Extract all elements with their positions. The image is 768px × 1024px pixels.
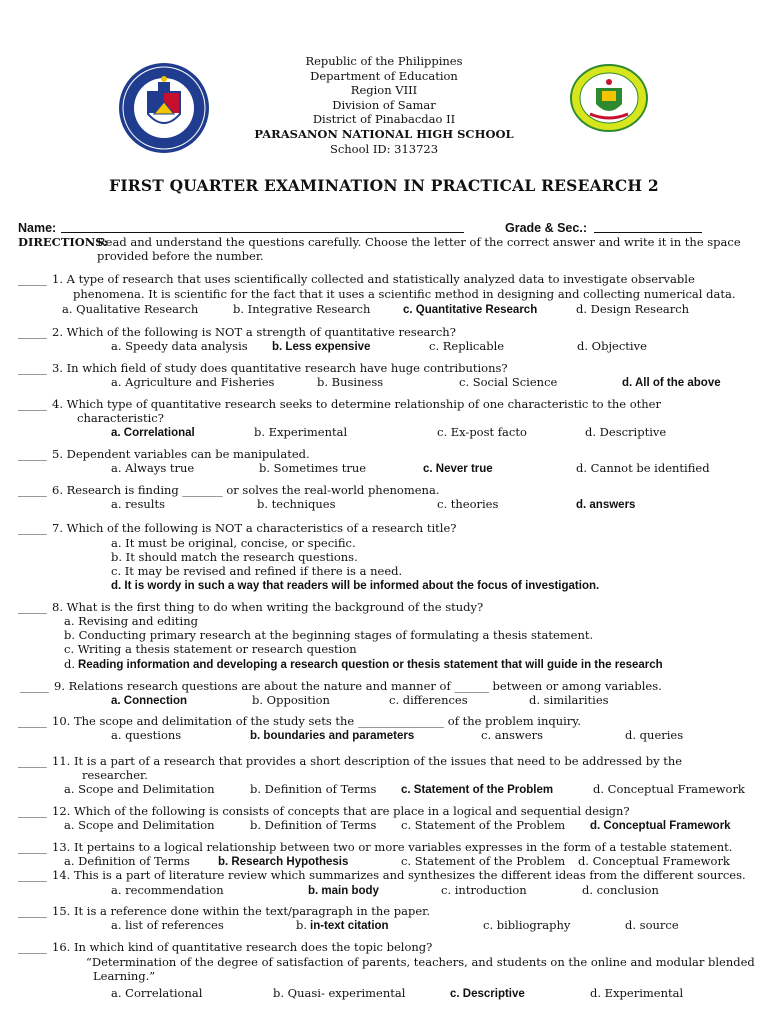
option-c: c. answers bbox=[481, 728, 543, 742]
answer-blank[interactable]: _____ bbox=[18, 804, 47, 818]
school-name: PARASANON NATIONAL HIGH SCHOOL bbox=[254, 126, 514, 141]
option-c: c. Writing a thesis statement or research question bbox=[64, 642, 357, 656]
option-b: b. Conducting primary research at the beginning stages of formulating a thesis statement. bbox=[64, 628, 594, 642]
question-text: 4. Which type of quantitative research seeks to determine relationship of one characteristic to the other bbox=[52, 397, 661, 411]
option-c: c. Statement of the Problem bbox=[401, 784, 554, 796]
answer-blank[interactable]: _____ bbox=[18, 483, 47, 497]
answer-blank[interactable]: _____ bbox=[18, 361, 47, 375]
grade-field[interactable] bbox=[594, 220, 702, 233]
answer-blank[interactable]: _____ bbox=[18, 272, 47, 286]
letterhead-line: District of Pinabacdao II bbox=[312, 112, 456, 127]
option-c: c. Ex-post facto bbox=[437, 425, 527, 439]
name-label: Name: bbox=[18, 221, 57, 235]
question-text: 11. It is a part of a research that provides a short description of the issues that need to be addressed by the bbox=[52, 754, 683, 768]
answer-blank[interactable]: _____ bbox=[18, 521, 47, 535]
answer-blank[interactable]: _____ bbox=[20, 679, 49, 693]
exam-title: FIRST QUARTER EXAMINATION IN PRACTICAL RESEARCH 2 bbox=[109, 176, 659, 195]
option-b: b. Experimental bbox=[254, 425, 348, 439]
answer-blank[interactable]: _____ bbox=[18, 600, 47, 614]
option-c: c. It may be revised and refined if there is a need. bbox=[111, 564, 403, 578]
directions-label: DIRECTIONS: bbox=[18, 235, 108, 249]
option-b-letter: b. bbox=[296, 918, 308, 932]
question-text: 13. It pertains to a logical relationship between two or more variables expresses in the form of a testable statement. bbox=[52, 840, 733, 854]
letterhead-line: Division of Samar bbox=[332, 97, 436, 112]
answer-blank[interactable]: _____ bbox=[18, 714, 47, 728]
option-a: a. Definition of Terms bbox=[64, 854, 190, 868]
option-d: d. Conceptual Framework bbox=[578, 854, 730, 868]
question-text: 7. Which of the following is NOT a characteristics of a research title? bbox=[52, 521, 457, 535]
option-d: d. source bbox=[625, 918, 679, 932]
letterhead-line: Republic of the Philippines bbox=[305, 54, 463, 68]
option-c: c. differences bbox=[389, 693, 468, 707]
question-text: 15. It is a reference done within the text/paragraph in the paper. bbox=[52, 904, 431, 918]
option-d-letter: d. bbox=[64, 657, 76, 671]
option-a: a. It must be original, concise, or specific. bbox=[111, 536, 356, 550]
question-text: 5. Dependent variables can be manipulated. bbox=[52, 447, 310, 461]
option-b: b. Quasi- experimental bbox=[273, 986, 406, 1000]
option-b: b. main body bbox=[308, 885, 379, 897]
option-d: d. All of the above bbox=[622, 377, 721, 389]
question-text: 12. Which of the following is consists of concepts that are place in a logical and sequential design? bbox=[52, 804, 630, 818]
question-quote: Learning.” bbox=[93, 969, 156, 983]
option-c: c. Statement of the Problem bbox=[401, 818, 566, 832]
answer-blank[interactable]: _____ bbox=[18, 397, 47, 411]
question-text: 10. The scope and delimitation of the study sets the _______________ of the problem inquiry. bbox=[52, 714, 581, 728]
option-d: d. similarities bbox=[529, 693, 609, 707]
question-text: 14. This is a part of literature review which summarizes and synthesizes the different ideas from the different sources. bbox=[52, 868, 746, 882]
option-a: a. Scope and Delimitation bbox=[64, 782, 215, 796]
option-b: b. Less expensive bbox=[272, 341, 371, 353]
option-a: a. Connection bbox=[111, 695, 188, 707]
option-d: d. answers bbox=[576, 499, 636, 511]
question-text: 8. What is the first thing to do when writing the background of the study? bbox=[52, 600, 484, 614]
option-a: a. recommendation bbox=[111, 883, 224, 897]
option-d: d. Experimental bbox=[590, 986, 684, 1000]
answer-blank[interactable]: _____ bbox=[18, 904, 47, 918]
question-text: 3. In which field of study does quantitative research have huge contributions? bbox=[52, 361, 508, 375]
directions-text: Read and understand the questions carefully. Choose the letter of the correct answer and write it in the space bbox=[97, 235, 741, 249]
option-c: c. Quantitative Research bbox=[403, 304, 538, 316]
school-id: School ID: 313723 bbox=[329, 141, 439, 156]
option-b: b. Opposition bbox=[252, 693, 330, 707]
question-text: 16. In which kind of quantitative research does the topic belong? bbox=[52, 940, 433, 954]
option-d: d. queries bbox=[625, 728, 684, 742]
letterhead-line: Region VIII bbox=[350, 83, 418, 98]
option-a: a. Correlational bbox=[111, 986, 203, 1000]
question-text: characteristic? bbox=[77, 411, 164, 425]
answer-blank[interactable]: _____ bbox=[18, 447, 47, 461]
option-c: c. theories bbox=[437, 497, 499, 511]
option-b: b. Definition of Terms bbox=[250, 782, 377, 796]
option-b: b. boundaries and parameters bbox=[250, 730, 415, 742]
option-d: d. conclusion bbox=[582, 883, 659, 897]
answer-blank[interactable]: _____ bbox=[18, 325, 47, 339]
option-a: a. Correlational bbox=[111, 427, 195, 439]
option-d: d. Conceptual Framework bbox=[593, 782, 745, 796]
option-d: d. Objective bbox=[577, 339, 647, 353]
option-b: b. Integrative Research bbox=[233, 302, 371, 316]
question-text: 1. A type of research that uses scientifically collected and statistically analyzed data to investigate observable bbox=[52, 272, 695, 286]
option-a: a. Revising and editing bbox=[64, 614, 199, 628]
option-b: b. Research Hypothesis bbox=[218, 856, 349, 868]
option-b: b. It should match the research questions. bbox=[111, 550, 358, 564]
option-a: a. Agriculture and Fisheries bbox=[111, 375, 275, 389]
option-c: c. Descriptive bbox=[450, 988, 525, 1000]
option-b: in-text citation bbox=[310, 920, 389, 932]
question-text: 6. Research is finding _______ or solves the real-world phenomena. bbox=[52, 483, 440, 497]
option-c: c. Social Science bbox=[459, 375, 558, 389]
option-b: b. Business bbox=[317, 375, 384, 389]
option-c: c. Replicable bbox=[429, 339, 505, 353]
letterhead bbox=[0, 54, 768, 156]
letterhead-line: Department of Education bbox=[310, 68, 458, 83]
option-a: a. list of references bbox=[111, 918, 224, 932]
option-a: a. Speedy data analysis bbox=[111, 339, 248, 353]
question-text: researcher. bbox=[82, 768, 148, 782]
answer-blank[interactable]: _____ bbox=[18, 868, 47, 882]
option-b: b. Sometimes true bbox=[259, 461, 367, 475]
question-quote: “Determination of the degree of satisfaction of parents, teachers, and students on the online and modular blended bbox=[86, 955, 755, 969]
option-d: d. Descriptive bbox=[585, 425, 667, 439]
option-a: a. Qualitative Research bbox=[62, 302, 199, 316]
option-a: a. Scope and Delimitation bbox=[64, 818, 215, 832]
option-d: d. Cannot be identified bbox=[576, 461, 710, 475]
option-b: b. techniques bbox=[257, 497, 336, 511]
answer-blank[interactable]: _____ bbox=[18, 840, 47, 854]
answer-blank[interactable]: _____ bbox=[18, 940, 47, 954]
question-text: 9. Relations research questions are about the nature and manner of ______ between or among variables. bbox=[54, 679, 662, 693]
option-c: c. bibliography bbox=[483, 918, 571, 932]
question-text: phenomena. It is scientific for the fact that it uses a scientific method in designing and collecting numerical data. bbox=[73, 287, 736, 301]
name-field[interactable] bbox=[61, 220, 464, 233]
option-d: d. Design Research bbox=[576, 302, 690, 316]
grade-label: Grade & Sec.: bbox=[505, 221, 587, 235]
question-text: 2. Which of the following is NOT a strength of quantitative research? bbox=[52, 325, 456, 339]
directions-text: provided before the number. bbox=[97, 249, 264, 263]
option-d: Reading information and developing a research question or thesis statement that will guide in the research bbox=[78, 659, 663, 671]
option-c: c. introduction bbox=[441, 883, 527, 897]
option-d: d. Conceptual Framework bbox=[590, 820, 731, 832]
option-c: c. Never true bbox=[423, 463, 493, 475]
answer-blank[interactable]: _____ bbox=[18, 754, 47, 768]
option-d: d. It is wordy in such a way that readers will be informed about the focus of investigation. bbox=[111, 580, 600, 592]
option-a: a. results bbox=[111, 497, 165, 511]
option-b: b. Definition of Terms bbox=[250, 818, 377, 832]
option-a: a. questions bbox=[111, 728, 182, 742]
option-a: a. Always true bbox=[111, 461, 195, 475]
option-c: c. Statement of the Problem bbox=[401, 854, 566, 868]
